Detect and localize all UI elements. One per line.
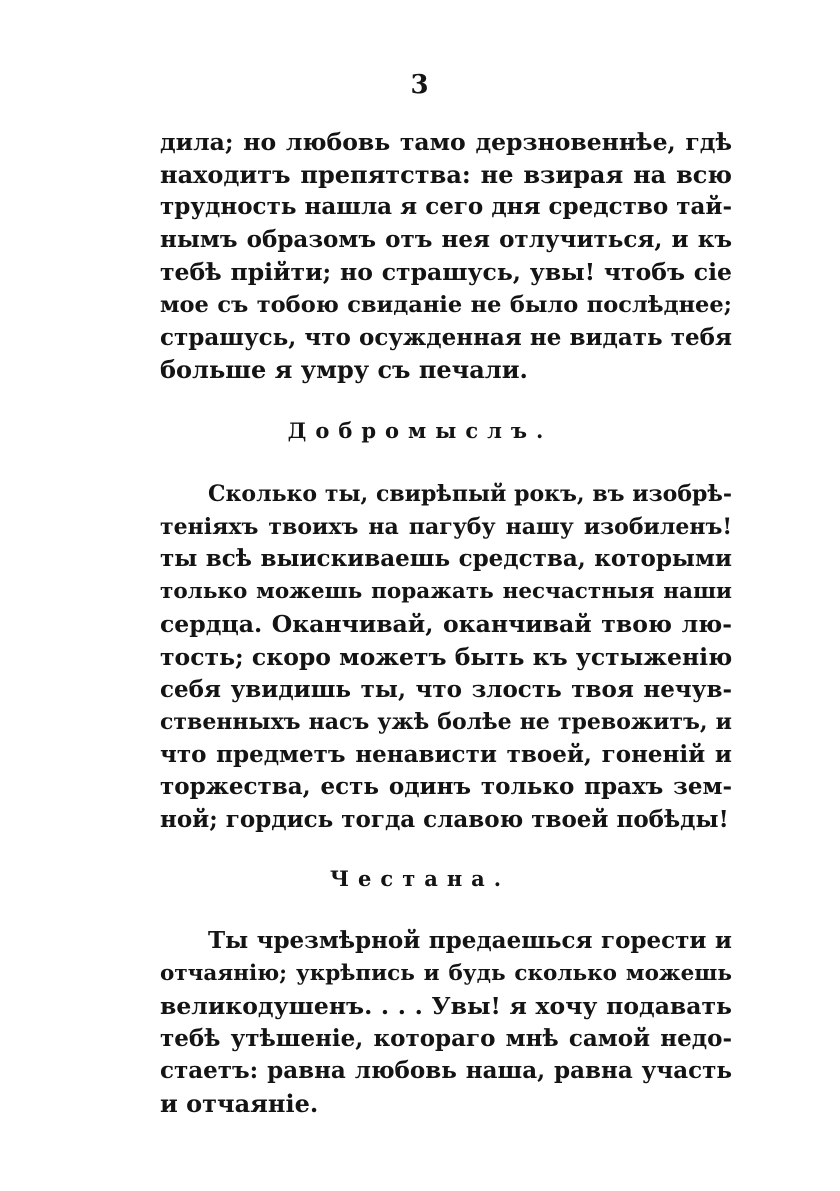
- text-line: тость; скоро можетъ быть къ устыженію: [160, 642, 733, 671]
- text-line: ты всѣ выискиваешь средства, которыми: [160, 545, 732, 573]
- text-line: дила; но любовь тамо дерзновеннѣе, гдѣ: [160, 128, 732, 156]
- text-line: Ты чрезмѣрной предаешься горести и: [208, 927, 732, 954]
- text-line: ной; гордись тогда славою твоей побѣды!: [160, 805, 729, 833]
- page-number: 3: [410, 70, 430, 100]
- paragraph-1: [160, 126, 732, 387]
- text-line: больше я умру съ печали.: [160, 355, 528, 385]
- text-line: находитъ препятства: не взирая на всю: [160, 159, 732, 189]
- text-line: только можешь поражать несчастныя наши: [160, 578, 732, 604]
- text-line: страшусь, что осужденная не видать тебя: [160, 323, 732, 351]
- paragraph-2: [160, 478, 732, 837]
- text-line: отчаянію; укрѣпись и будь сколько можешь: [160, 960, 732, 986]
- text-line: трудность нашла я сего дня средство тай-: [160, 193, 732, 221]
- text-line: сердца. Оканчивай, оканчивай твою лю-: [160, 610, 732, 639]
- text-line: теніяхъ твоихъ на пагубу нашу изобиленъ!: [160, 513, 732, 540]
- text-line: стаетъ: равна любовь наша, равна участь: [160, 1057, 732, 1085]
- paragraph-3: [160, 925, 732, 1121]
- text-line: ственныхъ насъ ужѣ болѣе не тревожитъ, и: [160, 709, 732, 736]
- text-line: торжества, есть одинъ только прахъ зем-: [160, 773, 732, 801]
- text-line: Сколько ты, свирѣпый рокъ, въ изобрѣ-: [208, 481, 732, 507]
- speaker-heading-dobromysl: Добромыслъ.: [287, 418, 553, 443]
- text-line: нымъ образомъ отъ нея отлучиться, и къ: [160, 225, 732, 253]
- text-line: что предметъ ненависти твоей, гоненій и: [160, 740, 732, 768]
- text-line: тебѣ утѣшеніе, котораго мнѣ самой недо-: [160, 1024, 732, 1052]
- text-line: себя увидишь ты, что злость твоя нечув-: [160, 675, 732, 703]
- text-line: великодушенъ. . . . Увы! я хочу подавать: [160, 992, 732, 1021]
- text-line: и отчаяніе.: [160, 1088, 319, 1118]
- speaker-heading-chestana: Честана.: [329, 866, 511, 891]
- text-line: мое съ тобою свиданіе не было послѣднее;: [160, 291, 732, 318]
- text-line: тебѣ прійти; но страшусь, увы! чтобъ сіе: [160, 258, 732, 287]
